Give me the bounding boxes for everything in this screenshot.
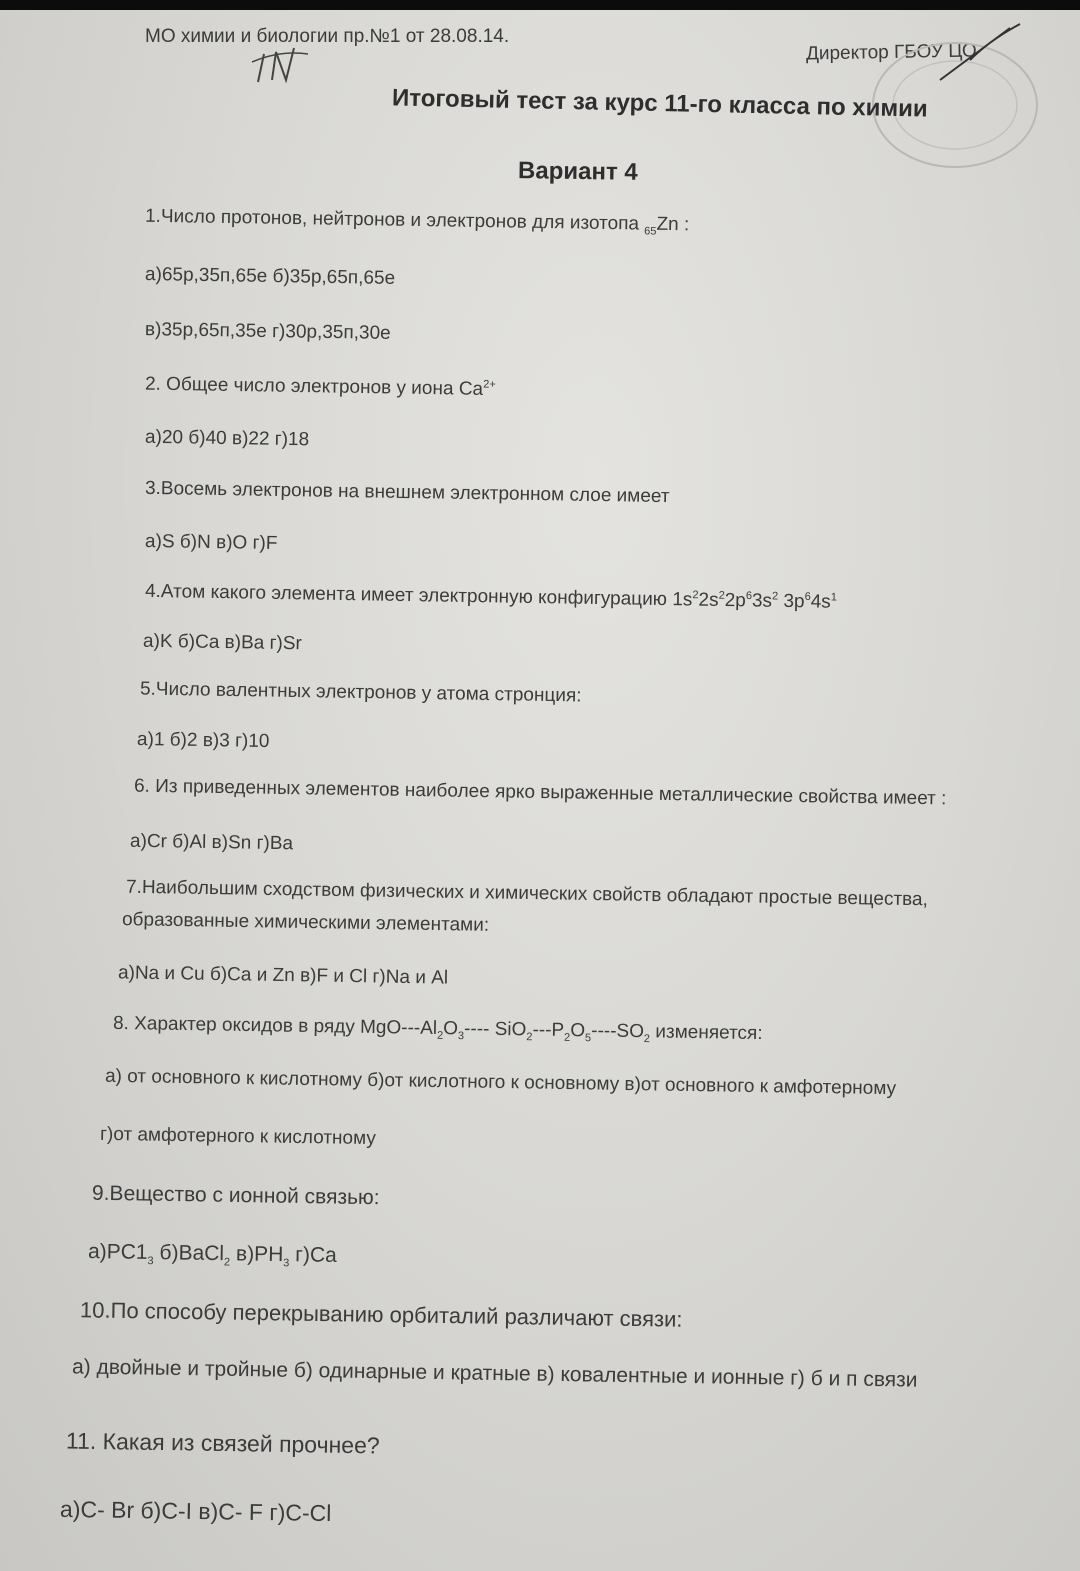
question-10: 10.По способу перекрыванию орбиталий различают связи: (79, 1297, 683, 1332)
question-1: 1.Число протонов, нейтронов и электронов для изотопа $_{65}$Zn : (144, 205, 690, 238)
question-7-line-2: образованные химическими элементами: (121, 909, 490, 936)
header-protocol: МО химии и биологии пр.№1 от 28.08.14. (145, 26, 510, 47)
question-11-options: а)C- Br б)C-I в)C- F г)C-Cl (59, 1495, 332, 1527)
header-director: Директор ГБОУ ЦО (805, 40, 977, 65)
question-9-options: $а)PC1_3$ б)BaCl$_2$ $в)PH_3$ г)Ca (87, 1240, 337, 1270)
page-title: Итоговый тест за курс 11-го класса по химии (391, 84, 928, 123)
question-2: 2. Общее число электронов у иона $Ca^{2+}$ (144, 373, 496, 400)
question-1-options-a: а)65р,35п,65е б)35р,65п,65е (144, 264, 396, 289)
question-11: 11. Какая из связей прочнее? (65, 1427, 380, 1459)
question-8-options-b: г)от амфотерного к кислотному (99, 1123, 376, 1150)
paper-sheet (0, 10, 1080, 1571)
question-8-options-a: а) от основного к кислотному б)от кислотного к основному в)от основного к амфотерному (104, 1065, 897, 1100)
question-5-options: а)1 б)2 в)3 г)10 (136, 728, 270, 753)
question-7-options: а)Na и Cu б)Ca и Zn в)F и Cl г)Na и Al (117, 962, 449, 989)
question-8: 8. Характер оксидов в ряду MgO-$--Al_2O_3----$ $SiO_2---P_2O_5----SO_2$ изменяется: (112, 1012, 763, 1046)
question-2-options: а)20 б)40 в)22 г)18 (144, 426, 310, 451)
question-6-options: а)Cr б)Al в)Sn г)Ba (129, 830, 294, 855)
question-9: 9.Вещество с ионной связью: (91, 1181, 380, 1210)
variant-heading: Вариант 4 (517, 157, 638, 186)
question-5: 5.Число валентных электронов у атома стронция: (139, 678, 582, 707)
question-4: 4.Атом какого элемента имеет электронную конфигурацию $1s^22s^22p^63s^2$ $3p^64s^1$ (144, 580, 838, 613)
question-4-options: а)K б)Ca в)Ba г)Sr (142, 630, 302, 655)
question-10-options: а) двойные и тройные б) одинарные и кратные в) ковалентные и ионные г) б и п связи (71, 1355, 918, 1392)
question-3-options: а)S б)N в)O г)F (144, 530, 278, 555)
question-6: 6. Из приведенных элементов наиболее ярко выраженные металлические свойства имеет : (133, 775, 947, 810)
question-1-options-b: в)35р,65п,35е г)30р,35п,30е (144, 319, 391, 344)
question-3: 3.Восемь электронов на внешнем электронном слое имеет (144, 477, 670, 508)
handwritten-signature (250, 40, 310, 90)
director-signature (930, 20, 1030, 90)
question-7-line-1: 7.Наибольшим сходством физических и химических свойств обладают простые вещества, (125, 876, 929, 911)
